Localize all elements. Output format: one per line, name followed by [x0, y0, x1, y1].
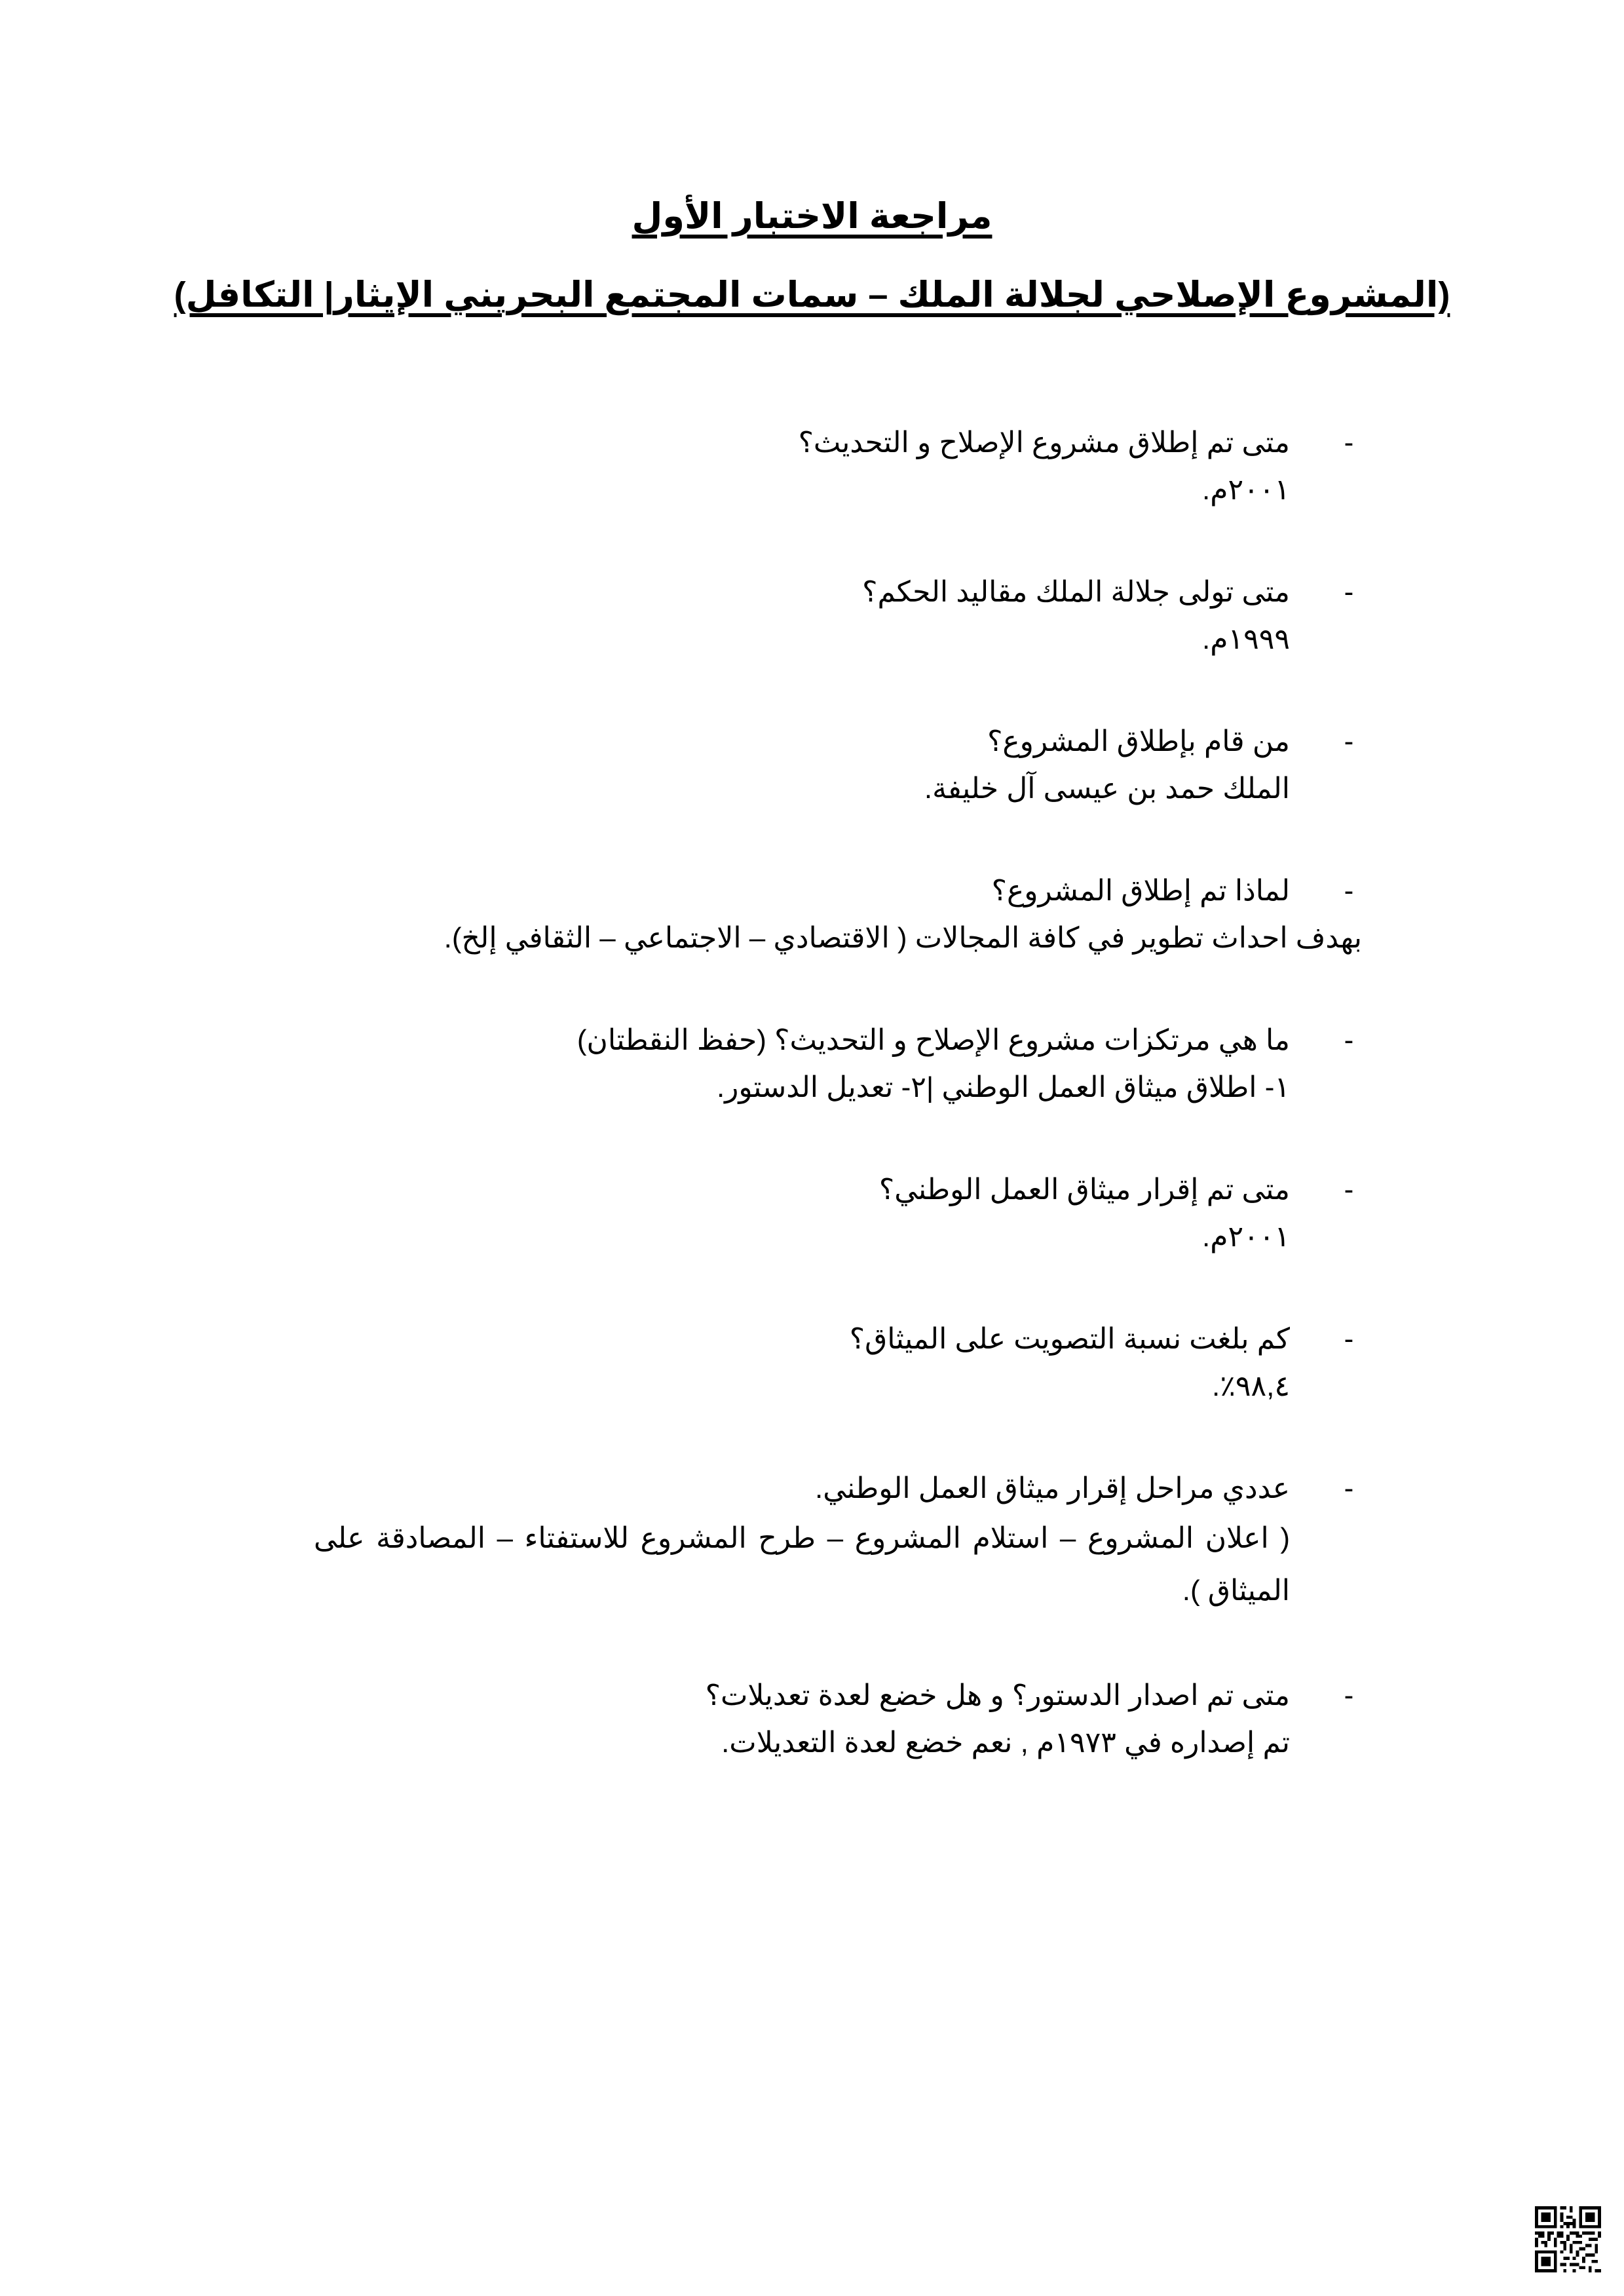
question [314, 1672, 1362, 1719]
qa-item-8 [314, 1465, 1362, 1617]
question [314, 569, 1362, 616]
qa-item-2 [314, 569, 1362, 663]
qa-item-6 [314, 1166, 1362, 1261]
question [314, 1166, 1362, 1214]
question-text: عددي مراحل إقرار ميثاق العمل الوطني. [815, 1472, 1290, 1504]
bullet-dash: - [1344, 1679, 1354, 1712]
qa-item-4 [314, 868, 1362, 962]
answer: ١٩٩٩م. [1202, 623, 1290, 655]
question-list [314, 419, 1362, 1767]
answer: ٢٠٠١م. [1202, 474, 1290, 506]
answer: بهدف احداث تطوير في كافة المجالات ( الاقتصادي – الاجتماعي – الثقافي إلخ). [444, 922, 1362, 954]
bullet-dash: - [1344, 725, 1354, 757]
question-text: متى تم إطلاق مشروع الإصلاح و التحديث؟ [798, 427, 1290, 459]
page-subtitle [0, 269, 1624, 321]
question [314, 718, 1362, 765]
bullet-dash: - [1344, 1024, 1354, 1056]
qa-item-5 [314, 1017, 1362, 1111]
question-text: ما هي مرتكزات مشروع الإصلاح و التحديث؟ (حفظ النقطتان) [576, 1024, 1290, 1056]
question [314, 1017, 1362, 1064]
question-text: كم بلغت نسبة التصويت على الميثاق؟ [849, 1323, 1290, 1355]
question [314, 419, 1362, 467]
page-title-text: مراجعة الاختبار الأول [632, 197, 992, 236]
bullet-dash: - [1344, 875, 1354, 907]
qr-code-icon [1535, 2206, 1601, 2272]
answer: تم إصداره في ١٩٧٣م , نعم خضع لعدة التعديلات. [721, 1727, 1290, 1759]
bullet-dash: - [1344, 1472, 1354, 1504]
answer: الملك حمد بن عيسى آل خليفة. [924, 773, 1290, 805]
answer: ( اعلان المشروع – استلام المشروع – طرح المشروع للاستفتاء – المصادقة على الميثاق ). [314, 1522, 1290, 1607]
bullet-dash: - [1344, 1174, 1354, 1206]
question-text: من قام بإطلاق المشروع؟ [987, 725, 1290, 757]
page-title [0, 190, 1624, 242]
question-text: متى تم إقرار ميثاق العمل الوطني؟ [878, 1174, 1290, 1206]
question-text: لماذا تم إطلاق المشروع؟ [991, 875, 1290, 907]
bullet-dash: - [1344, 576, 1354, 608]
answer: ١- اطلاق ميثاق العمل الوطني |٢- تعديل الدستور. [716, 1071, 1290, 1103]
answer: ٩٨,٤٪. [1212, 1370, 1290, 1402]
qa-item-1 [314, 419, 1362, 514]
qa-item-7 [314, 1316, 1362, 1410]
question [314, 1465, 1362, 1512]
answer: ٢٠٠١م. [1202, 1221, 1290, 1253]
bullet-dash: - [1344, 1323, 1354, 1355]
bullet-dash: - [1344, 427, 1354, 459]
question-text: متى تولى جلالة الملك مقاليد الحكم؟ [862, 576, 1290, 608]
question [314, 868, 1362, 915]
page-subtitle-text: (المشروع الإصلاحي لجلالة الملك – سمات المجتمع البحريني الإيثار| التكافل) [174, 275, 1450, 315]
question [314, 1316, 1362, 1363]
qa-item-9 [314, 1672, 1362, 1767]
question-text: متى تم اصدار الدستور؟ و هل خضع لعدة تعديلات؟ [705, 1679, 1290, 1712]
qa-item-3 [314, 718, 1362, 813]
